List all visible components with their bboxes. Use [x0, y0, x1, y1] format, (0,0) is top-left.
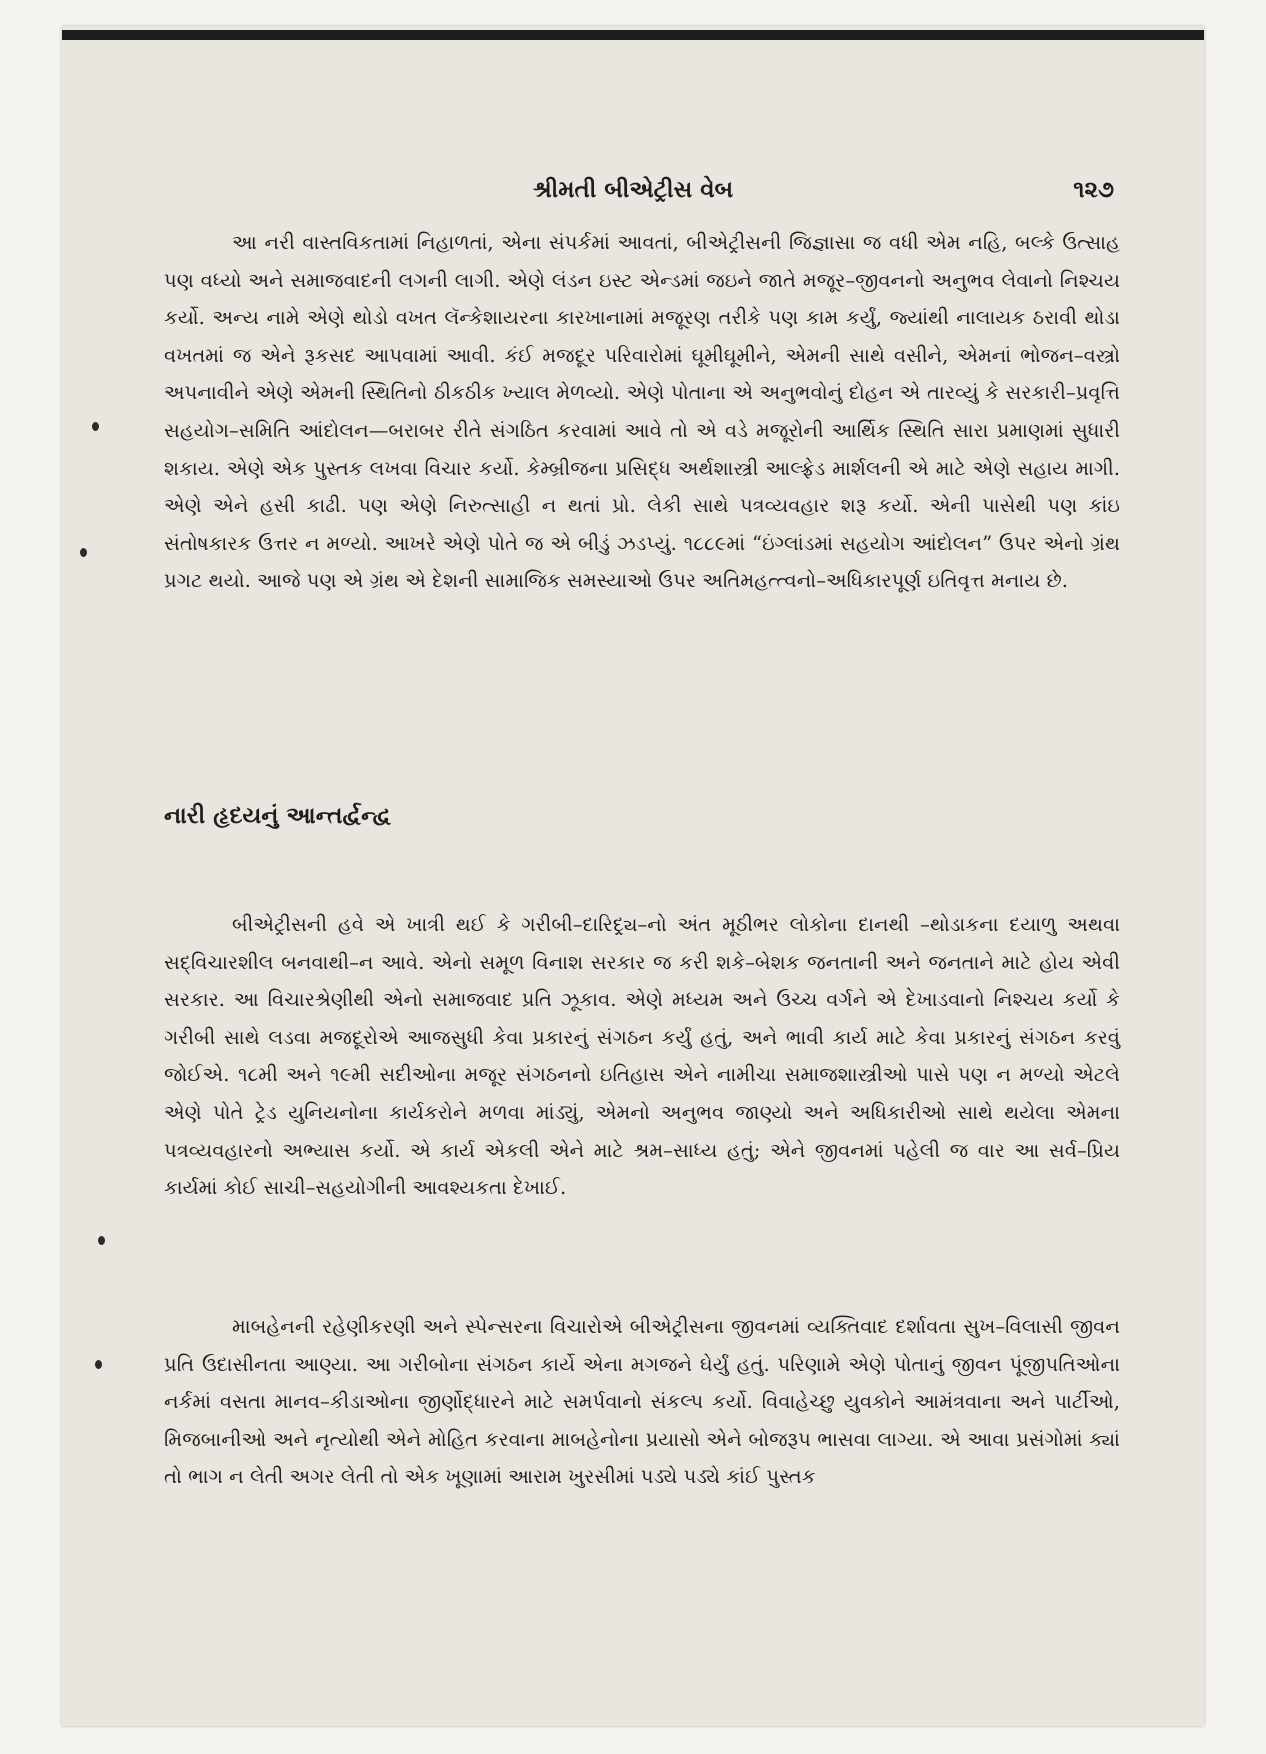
paragraph-3: માબહેનની રહેણીકરણી અને સ્પેન્સરના વિચારોએ બીએટ્રીસના જીવનમાં વ્યક્તિવાદ દર્શાવતા સુખ–વિલાસી જીવન પ્રતિ ઉદાસીનતા આણ્યા. આ ગરીબોના સંગઠન કાર્યે એના મગજને ઘેર્યું હતું. પરિણામે એણે પોતાનું જીવન પૂંજીપતિઓના નર્કમાં વસતા માનવ–કીડાઓના જીર્ણોદ્ધારને માટે સમર્પવાનો સંકલ્પ કર્યો. વિવાહેચ્છુ યુવકોને આમંત્રવાના અને પાર્ટીઓ, મિજબાનીઓ અને નૃત્યોથી એને મોહિત કરવાના માબહેનોના પ્રયાસો એને બોજરૂપ ભાસવા લાગ્યા. એ આવા પ્રસંગોમાં ક્યાં તો ભાગ ન લેતી અગર લેતી તો એક ખૂણામાં આરામ ખુરસીમાં પડ્યે પડ્યે કાંઈ પુસ્તક: [164, 1315, 1120, 1489]
page-top-edge: [62, 30, 1204, 40]
paragraph-2: બીએટ્રીસની હવે એ ખાત્રી થઈ કે ગરીબી–દારિદ્ર્ય–નો અંત મૂઠીભર લોકોના દાનથી –થોડાકના દયાળુ અથવા સદ્‌વિચારશીલ બનવાથી–ન આવે. એનો સમૂળ વિનાશ સરકાર જ કરી શકે–બેશક જનતાની અને જનતાને માટે હોય એવી સરકાર. આ વિચારશ્રેણીથી એનો સમાજવાદ પ્રતિ ઝૂકાવ. એણે મધ્યમ અને ઉચ્ચ વર્ગને એ દેખાડવાનો નિશ્ચય કર્યો કે ગરીબી સાથે લડવા મજદૂરોએ આજસુધી કેવા પ્રકારનું સંગઠન કર્યું હતું, અને ભાવી કાર્ય માટે કેવા પ્રકારનું સંગઠન કરવું જોઈએ. ૧૮મી અને ૧૯મી સદીઓના મજૂર સંગઠનનો ઇતિહાસ એને નામીચા સમાજશાસ્ત્રીઓ પાસે પણ ન મળ્યો એટલે એણે પોતે ટ્રેડ યુનિયનોના કાર્યકરોને મળવા માંડ્યું, એમનો અનુભવ જાણ્યો અને અધિકારીઓ સાથે થયેલા એમના પત્રવ્યવહારનો અભ્યાસ કર્યો. એ કાર્ય એકલી એને માટે શ્રમ–સાધ્ય હતું; એને જીવનમાં પહેલી જ વાર આ સર્વ–પ્રિય કાર્યમાં કોઈ સાચી–સહયોગીની આવશ્યકતા દેખાઈ.: [164, 913, 1120, 1200]
paragraph-1: આ નરી વાસ્તવિકતામાં નિહાળતાં, એના સંપર્કમાં આવતાં, બીએટ્રીસની જિજ્ઞાસા જ વધી એમ નહિ, બલ્કે ઉત્સાહ પણ વધ્યો અને સમાજવાદની લગની લાગી. એણે લંડન ઇસ્ટ એન્ડમાં જઇને જાતે મજૂર–જીવનનો અનુભવ લેવાનો નિશ્ચય કર્યો. અન્ય નામે એણે થોડો વખત લૅન્કેશાયરના કારખાનામાં મજૂરણ તરીકે પણ કામ કર્યું, જ્યાંથી નાલાયક ઠરાવી થોડા વખતમાં જ એને રૂકસદ આપવામાં આવી. કંઈ મજદૂર પરિવારોમાં ઘૂમીઘૂમીને, એમની સાથે વસીને, એમનાં ભોજન–વસ્ત્રો અપનાવીને એણે એમની સ્થિતિનો ઠીકઠીક ખ્યાલ મેળવ્યો. એણે પોતાના એ અનુભવોનું દોહન એ તારવ્યું કે સરકારી–પ્રવૃત્તિ સહયોગ–સમિતિ આંદોલન—બરાબર રીતે સંગઠિત કરવામાં આવે તો એ વડે મજૂરોની આર્થિક સ્થિતિ સારા પ્રમાણમાં સુધારી શકાય. એણે એક પુસ્તક લખવા વિચાર કર્યો. કેમ્બ્રીજના પ્રસિદ્ધ અર્થશાસ્ત્રી આલ્ફ્રેડ માર્શલની એ માટે એણે સહાય માગી. એણે એને હસી કાઢી. પણ એણે નિરુત્સાહી ન થતાં પ્રો. લેકી સાથે પત્રવ્યવહાર શરૂ કર્યો. એની પાસેથી પણ કાંઇ સંતોષકારક ઉત્તર ન મળ્યો. આખરે એણે પોતે જ એ બીડું ઝડપ્યું. ૧૮૮૯માં “ઇંગ્લાંડમાં સહયોગ આંદોલન” ઉપર એનો ગ્રંથ પ્રગટ થયો. આજે પણ એ ગ્રંથ એ દેશની સામાજિક સમસ્યાઓ ઉપર અતિમહત્ત્વનો–અધિકારપૂર્ણ ઇતિવૃત્ત મનાય છે.: [164, 231, 1120, 593]
page-sheet: [62, 26, 1204, 1726]
section-heading: નારી હૃદયનું આન્તર્દ્વન્દ્વ: [164, 802, 392, 829]
scan-speck: [92, 422, 99, 431]
scan-speck: [80, 548, 87, 557]
scan-speck: [98, 1236, 105, 1245]
running-title: શ્રીમતી બીએટ્રીસ વેબ: [532, 176, 734, 203]
running-head: [62, 176, 1204, 212]
scan-speck: [95, 1360, 102, 1369]
page-number: ૧૨૭: [1073, 176, 1114, 203]
